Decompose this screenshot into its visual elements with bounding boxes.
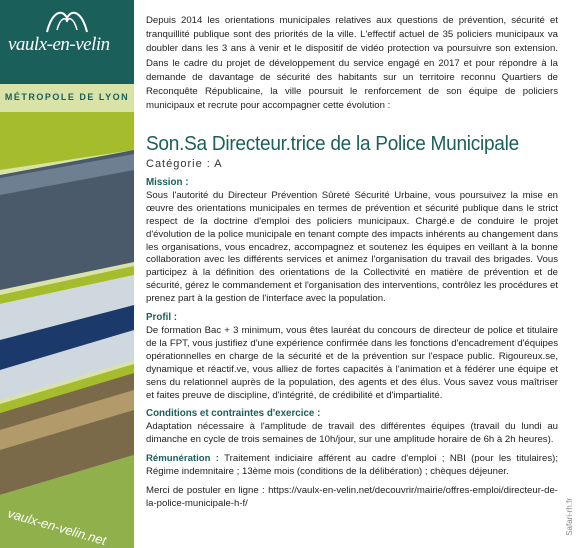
photo-collage (0, 0, 134, 548)
left-band (0, 0, 134, 548)
remuneration-heading: Rémunération : (146, 453, 220, 465)
logo-text: vaulx-en-velin (8, 34, 110, 55)
conditions-text: Adaptation nécessaire à l'amplitude de travail des différentes équipes (travail du lundi au dimanche en cycle de trois semaines de 10h/jour, sur une amplitude horaire de 6h à 2h heures). (146, 421, 558, 446)
credit-label: Safari-rh.fr (565, 498, 574, 536)
remuneration-paragraph (146, 453, 558, 479)
mission-heading: Mission : (146, 177, 189, 188)
profil-heading: Profil : (146, 312, 178, 324)
job-description (146, 177, 558, 511)
conditions-heading: Conditions et contraintes d'exercice : (146, 408, 321, 420)
mission-text: Sous l'autorité du Directeur Prévention Sûreté Sécurité Urbaine, vous poursuivez la mise en œuvre des orientations municipales en termes de prévention et sécurité publique dans le strict respect de la doctrine d'emploi des policiers municipaux. Chargé.e de conduire le projet d'évolution de la police municipale en tenant compte des impacts inhérents au changement dans les organisations, vous encadrez, accompagnez et soutenez les équipes en veillant à la bonne collaboration avec les différents services et animez l'organisation du travail des brigades. Vous participez à la définition des orientations de la Collectivité en matière de prévention et de sécurité, gérez le commandement et l'organisation des interventions, contrôlez les procédures et prenez part à la gestion de l'interface avec la population. (146, 189, 558, 305)
logo-subtitle: MÉTROPOLE DE LYON (4, 92, 130, 102)
website-label: vaulx-en-velin.net (6, 505, 109, 548)
profil-text: De formation Bac + 3 minimum, vous êtes lauréat du concours de directeur de police et titulaire de la FPT, vous justifiez d'une expérience confirmée dans les fonctions d'encadrement d'équipes opérationnelles en charge de la sécurité et de la prévention sur l'espace public. Rigoureux.se, dynamique et réactif.ve, vous alliez de fortes capacités à l'animation et à fédérer une équipe et sens du relationnel auprès de la population, des agents et des élus. Vous savez vous maîtriser et faites preuve de discipline, d'intégrité, de crédibilité et d'impartialité. (146, 324, 558, 401)
main-content (140, 0, 568, 548)
job-category: Catégorie : A (146, 158, 223, 170)
intro-paragraph: Depuis 2014 les orientations municipales relatives aux questions de prévention, sécurité et tranquillité publique sont des priorités de la ville. L'effectif actuel de 35 policiers municipaux va doubler dans les 3 ans à venir et le dispositif de vidéo protection va poursuivre son extension. Dans le cadre du projet de développement du service engagé en 2017 et pour répondre à la demande de davantage de sécurité des habitants sur un territoire reconnu Quartiers de Reconquête Républicaine, la ville poursuit le renforcement de son équipe de policiers municipaux et recrute pour accompagner cette évolution : (146, 15, 558, 112)
job-title: Son.Sa Directeur.trice de la Police Municipale (146, 132, 519, 155)
remuneration-text: Traitement indiciaire afférent au cadre d'emploi ; NBI (pour les titulaires); Régime indemnitaire ; 13ème mois (conditions de la délibération) ; chèques déjeuner. (146, 453, 558, 478)
apply-link[interactable]: Merci de postuler en ligne : https://vaulx-en-velin.net/decouvrir/mairie/offres-emploi/directeur-de-la-police-municipale-h-f/ (146, 484, 558, 509)
